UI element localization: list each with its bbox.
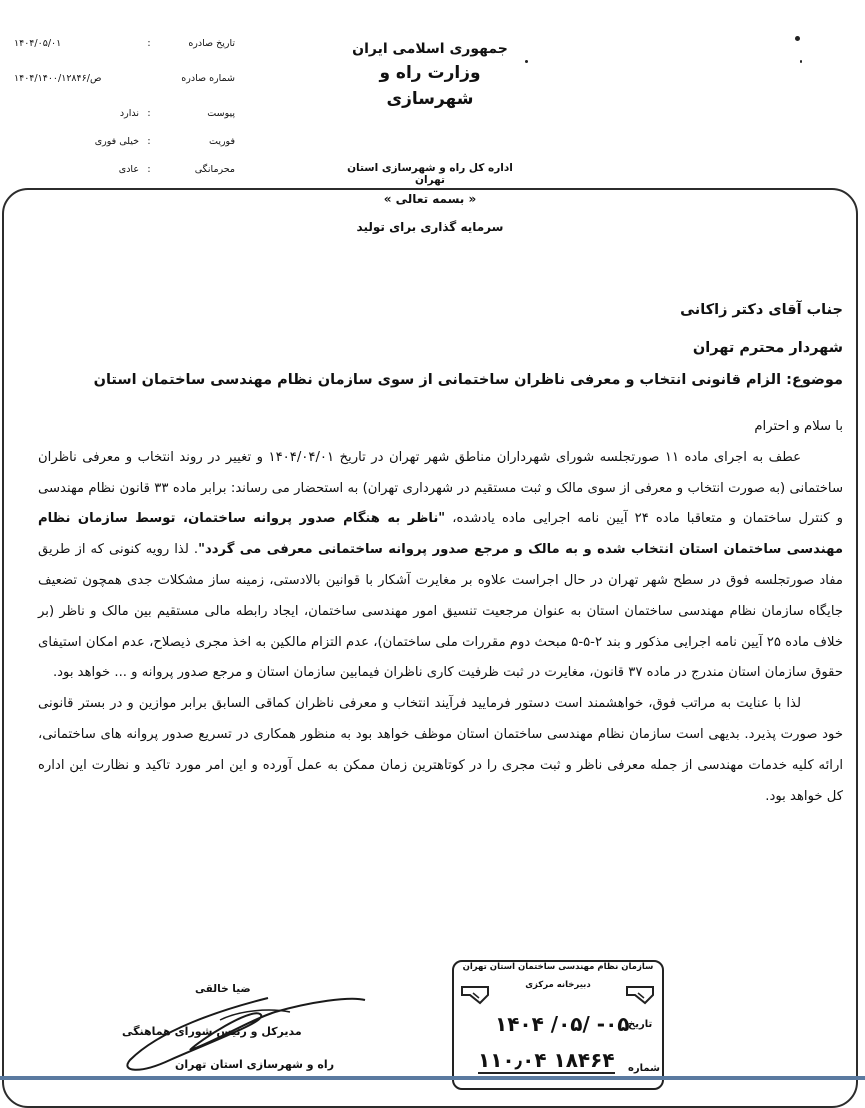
paragraph-1-intro: عطف به اجرای ماده ۱۱ صورتجلسه شورای شهرداران مناطق شهر تهران در تاریخ ۱۴۰۴/۰۴/۰۱ و تغییر در روند انتخاب و معرفی ناظران ساختمانی (به صورت انتخاب و معرفی از سوی مالک و ثبت مستقیم در شهرداری تهران) به استحضار می رساند: برابر ماده ۳۳ قانون نظام مهندسی و کنترل ساختمان و متعاقبا ماده ۲۴ آیین نامه اجرایی ماده یادشده، <box>38 449 843 527</box>
ministry-heading: وزارت راه و شهرسازی <box>379 63 481 109</box>
meta-value: خیلی فوری <box>94 136 139 147</box>
stamp-date-label: تاریخ <box>628 1019 653 1030</box>
handshake-icon <box>625 985 655 1005</box>
scan-speck <box>525 60 528 63</box>
meta-value: ۱۴۰۴/۰۵/۰۱ <box>14 38 62 49</box>
meta-label: محرمانگی <box>194 164 235 175</box>
signatory-title-line2: راه و شهرسازی استان تهران <box>175 1058 335 1071</box>
paragraph-1-rest: . لذا رویه کنونی که از طریق مفاد صورتجلسه فوق در سطح شهر تهران در حال اجراست علاوه بر مغایرت آشکار با قوانین بالادستی، زمینه ساز مشکلات جدی همچون تضعیف جایگاه سازمان نظام مهندسی ساختمان استان به عنوان مرجعیت تنسیق امور مهندسی ساختمان، ایجاد رابطه مالی مستقیم بین مالک و ناظر (بر خلاف ماده ۲۵ آیین نامه اجرایی مذکور و بند ۲-۵-۵ مبحث دوم مقررات ملی ساختمان)، عدم التزام مالکین به اخذ مجری ذیصلاح، عدم امکان استیفای حقوق سازمان استان مندرج در ماده ۳۷ قانون، مغایرت در ثبت ظرفیت کاری ناظران فیمابین سازمان استان و مرجع صدور پروانه و ... خواهد بود. <box>38 542 843 681</box>
stamp-number: ۱۱۰٫۰۴ ۱۸۴۶۴ <box>478 1048 615 1072</box>
meta-value: ندارد <box>119 108 139 119</box>
meta-issue-date <box>10 38 235 49</box>
meta-colon: : <box>147 38 151 49</box>
scan-speck <box>795 36 800 41</box>
meta-label: پیوست <box>207 108 235 119</box>
meta-value: ۱۴۰۴/۱۴۰۰/۱۲۸۴۶/ص <box>14 73 102 84</box>
bottom-edge-bar <box>0 1076 865 1080</box>
department-heading: اداره کل راه و شهرسازی استان تهران <box>347 162 513 186</box>
paragraph-1 <box>38 443 843 689</box>
scan-speck <box>800 60 802 63</box>
stamp-organization: سازمان نظام مهندسی ساختمان استان تهران <box>462 962 654 972</box>
greeting: با سلام و احترام <box>754 419 843 434</box>
handshake-icon <box>460 985 490 1005</box>
republic-heading: جمهوری اسلامی ایران <box>352 41 508 57</box>
meta-colon: : <box>147 164 151 175</box>
meta-label: فوریت <box>208 136 235 147</box>
meta-issue-number <box>10 73 235 84</box>
meta-urgency <box>10 136 235 147</box>
letter-body <box>38 412 843 812</box>
paragraph-2: لذا با عنایت به مراتب فوق، خواهشمند است دستور فرمایید فرآیند انتخاب و معرفی ناظران کماقی السابق برابر موازین و در بستر قانونی خود صورت پذیرد. بدیهی است سازمان نظام مهندسی ساختمان استان موظف خواهد بود به منظور همکاری در تسریع صدور پروانه های ساختمانی، ارائه کلیه خدمات مهندسی از جمله معرفی ناظر و ثبت مجری را در کوتاهترین زمان ممکن به عمل آورده و این امر مورد تاکید و نظارت این اداره کل خواهد بود. <box>38 696 843 804</box>
meta-label: تاریخ صادره <box>188 38 235 49</box>
addressee-name: جناب آقای دکتر زاکانی <box>680 302 843 318</box>
addressee-title: شهردار محترم تهران <box>692 340 843 356</box>
year-slogan: سرمایه گذاری برای تولید <box>356 220 504 234</box>
stamp-number-label: شماره <box>628 1063 660 1074</box>
stamp-office: دبیرخانه مرکزی <box>525 980 591 990</box>
meta-value: عادی <box>118 164 139 175</box>
besmellah: « بسمه تعالی » <box>383 192 477 206</box>
meta-label: شماره صادره <box>181 73 235 84</box>
stamp-date: ۱۴۰۴ /۰۵/ -۰۵ <box>495 1012 630 1036</box>
letter-subject: موضوع: الزام قانونی انتخاب و معرفی ناظران ساختمانی از سوی سازمان نظام مهندسی ساختمان استان <box>93 372 843 388</box>
meta-colon: : <box>147 136 151 147</box>
signature-scribble-icon <box>100 950 380 1080</box>
meta-confidentiality <box>10 164 235 175</box>
meta-attachment <box>10 108 235 119</box>
paragraph-1-quote: "ناظر به هنگام صدور پروانه ساختمان، توسط سازمان نظام مهندسی ساختمان استان انتخاب شده و به مالک و مرجع صدور پروانه ساختمانی معرفی می گردد" <box>38 511 843 558</box>
meta-colon: : <box>147 108 151 119</box>
signatory-name: ضیا خالقی <box>195 983 251 995</box>
signatory-title: مدیرکل و رئیس شورای هماهنگی <box>122 1025 302 1038</box>
